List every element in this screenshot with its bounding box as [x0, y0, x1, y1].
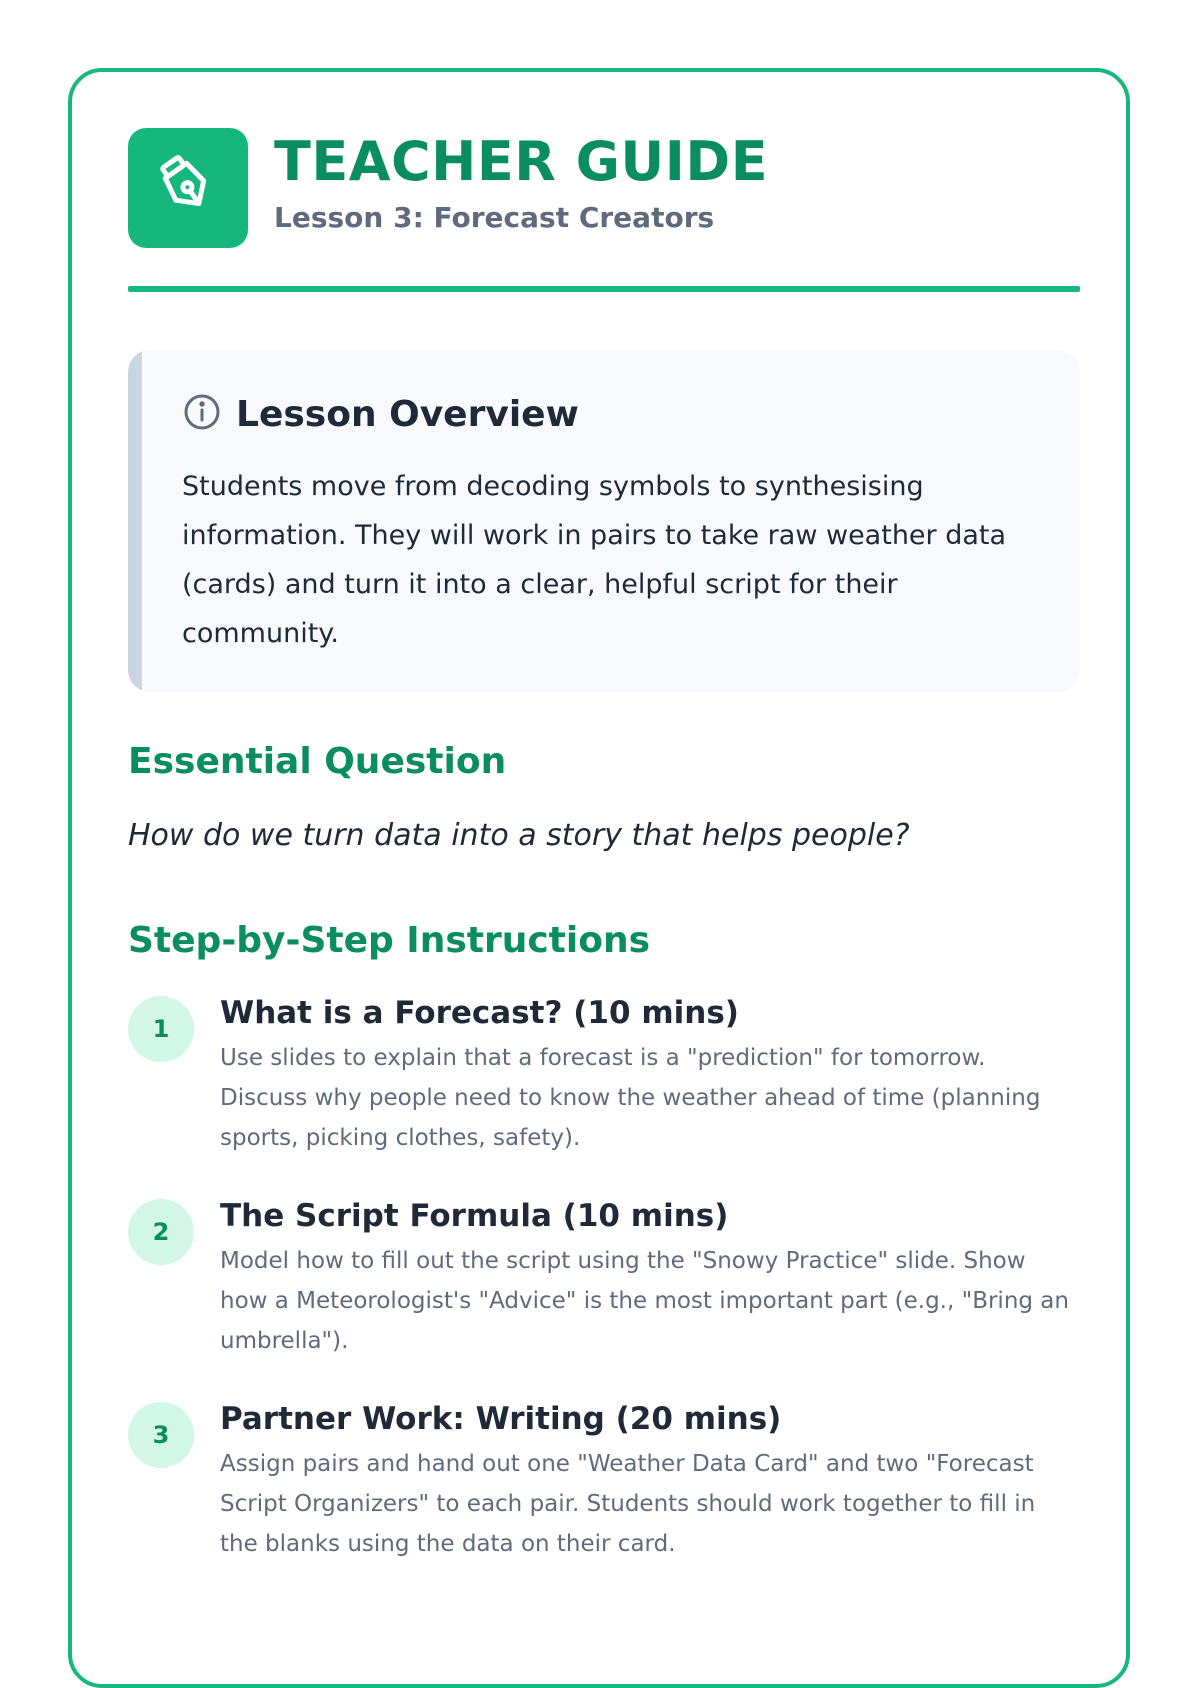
info-icon	[182, 392, 222, 436]
step-title: The Script Formula (10 mins)	[220, 1198, 729, 1234]
lesson-overview-panel	[128, 350, 1080, 692]
guide-header	[128, 128, 1080, 248]
essential-question-heading: Essential Question	[128, 741, 507, 782]
pen-nib-icon	[128, 128, 248, 248]
step-description: Use slides to explain that a forecast is a "prediction" for tomorrow. Discuss why people need to know the weather ahead of time (planning sports, picking clothes, safety).	[220, 1045, 1041, 1151]
step-item	[128, 992, 1088, 1172]
step-number-badge: 1	[128, 996, 194, 1062]
overview-text: Students move from decoding symbols to synthesising information. They will work in pairs to take raw weather data (cards) and turn it into a clear, helpful script for their community.	[182, 471, 1007, 649]
page-title: TEACHER GUIDE	[274, 130, 769, 193]
step-item	[128, 1195, 1088, 1375]
overview-title: Lesson Overview	[236, 393, 579, 435]
step-number-badge: 2	[128, 1199, 194, 1265]
lesson-subtitle: Lesson 3: Forecast Creators	[274, 201, 715, 234]
step-title: Partner Work: Writing (20 mins)	[220, 1401, 782, 1437]
step-title: What is a Forecast? (10 mins)	[220, 995, 739, 1031]
overview-accent-bar	[128, 350, 142, 692]
step-description: Model how to fill out the script using the "Snowy Practice" slide. Show how a Meteorologist's "Advice" is the most important part (e.g., "Bring an umbrella").	[220, 1248, 1069, 1354]
teacher-guide-card	[68, 68, 1130, 1688]
step-description: Assign pairs and hand out one "Weather Data Card" and two "Forecast Script Organizers" to each pair. Students should work together to fill in the blanks using the data on their card.	[220, 1451, 1036, 1557]
step-number-badge: 3	[128, 1402, 194, 1468]
step-item	[128, 1398, 1088, 1578]
steps-heading: Step-by-Step Instructions	[128, 920, 651, 961]
overview-heading-row	[182, 390, 579, 438]
essential-question-text: How do we turn data into a story that helps people?	[128, 818, 910, 853]
header-divider	[128, 286, 1080, 292]
